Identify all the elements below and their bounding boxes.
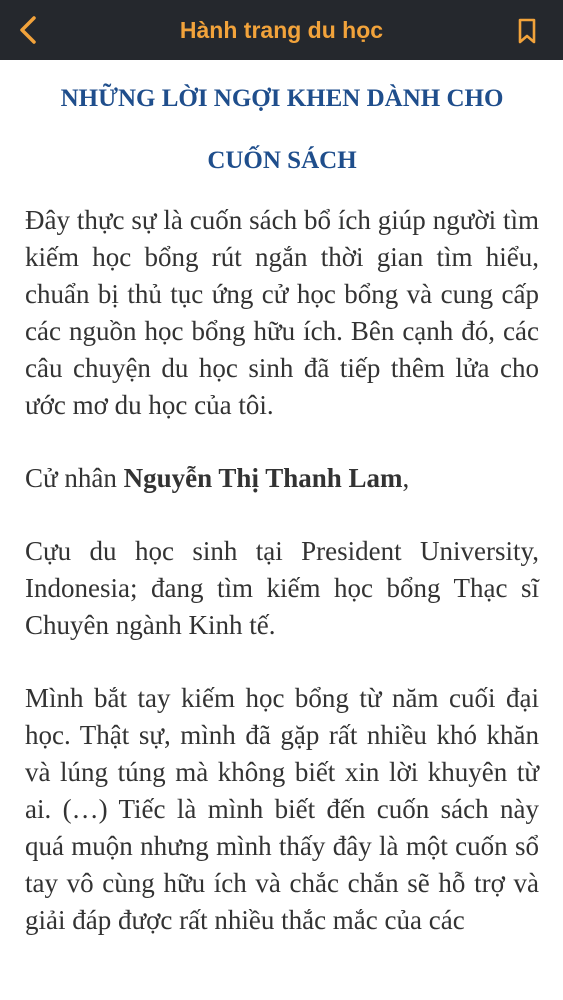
signature-name: Nguyễn Thị Thanh Lam: [123, 463, 403, 493]
page-title: Hành trang du học: [179, 17, 384, 43]
praise-paragraph: Đây thực sự là cuốn sách bổ ích giúp người tìm kiếm học bổng rút ngắn thời gian tìm hiểu, chuẩn bị thủ tục ứng cử học bổng và cung cấp các nguồn học bổng hữu ích. Bên cạnh đó, các câu chuyện du học sinh đã tiếp thêm lửa cho ước mơ du học của tôi.: [25, 205, 539, 420]
article-heading: NHỮNG LỜI NGỢI KHEN DÀNH CHO CUỐN SÁCH: [60, 85, 504, 174]
testimonial-paragraph: Mình bắt tay kiếm học bổng từ năm cuối đại học. Thật sự, mình đã gặp rất nhiều khó khăn và lúng túng mà không biết xin lời khuyên từ ai. (…) Tiếc là mình biết đến cuốn sách này quá muộn nhưng mình thấy đây là một cuốn sổ tay vô cùng hữu ích và chắc chắn sẽ hỗ trợ và giải đáp được rất nhiều thắc mắc của các: [25, 683, 539, 935]
signature-prefix: Cử nhân: [25, 463, 124, 493]
signature-line: [25, 460, 539, 497]
author-description: Cựu du học sinh tại President University, Indonesia; đang tìm kiếm học bổng Thạc sĩ Chuyên ngành Kinh tế.: [25, 536, 539, 640]
bookmark-icon: [518, 18, 536, 44]
navigation-bar: [0, 0, 563, 60]
signature-suffix: ,: [402, 463, 410, 493]
article-content: [25, 60, 539, 939]
bookmark-button[interactable]: [513, 14, 541, 48]
